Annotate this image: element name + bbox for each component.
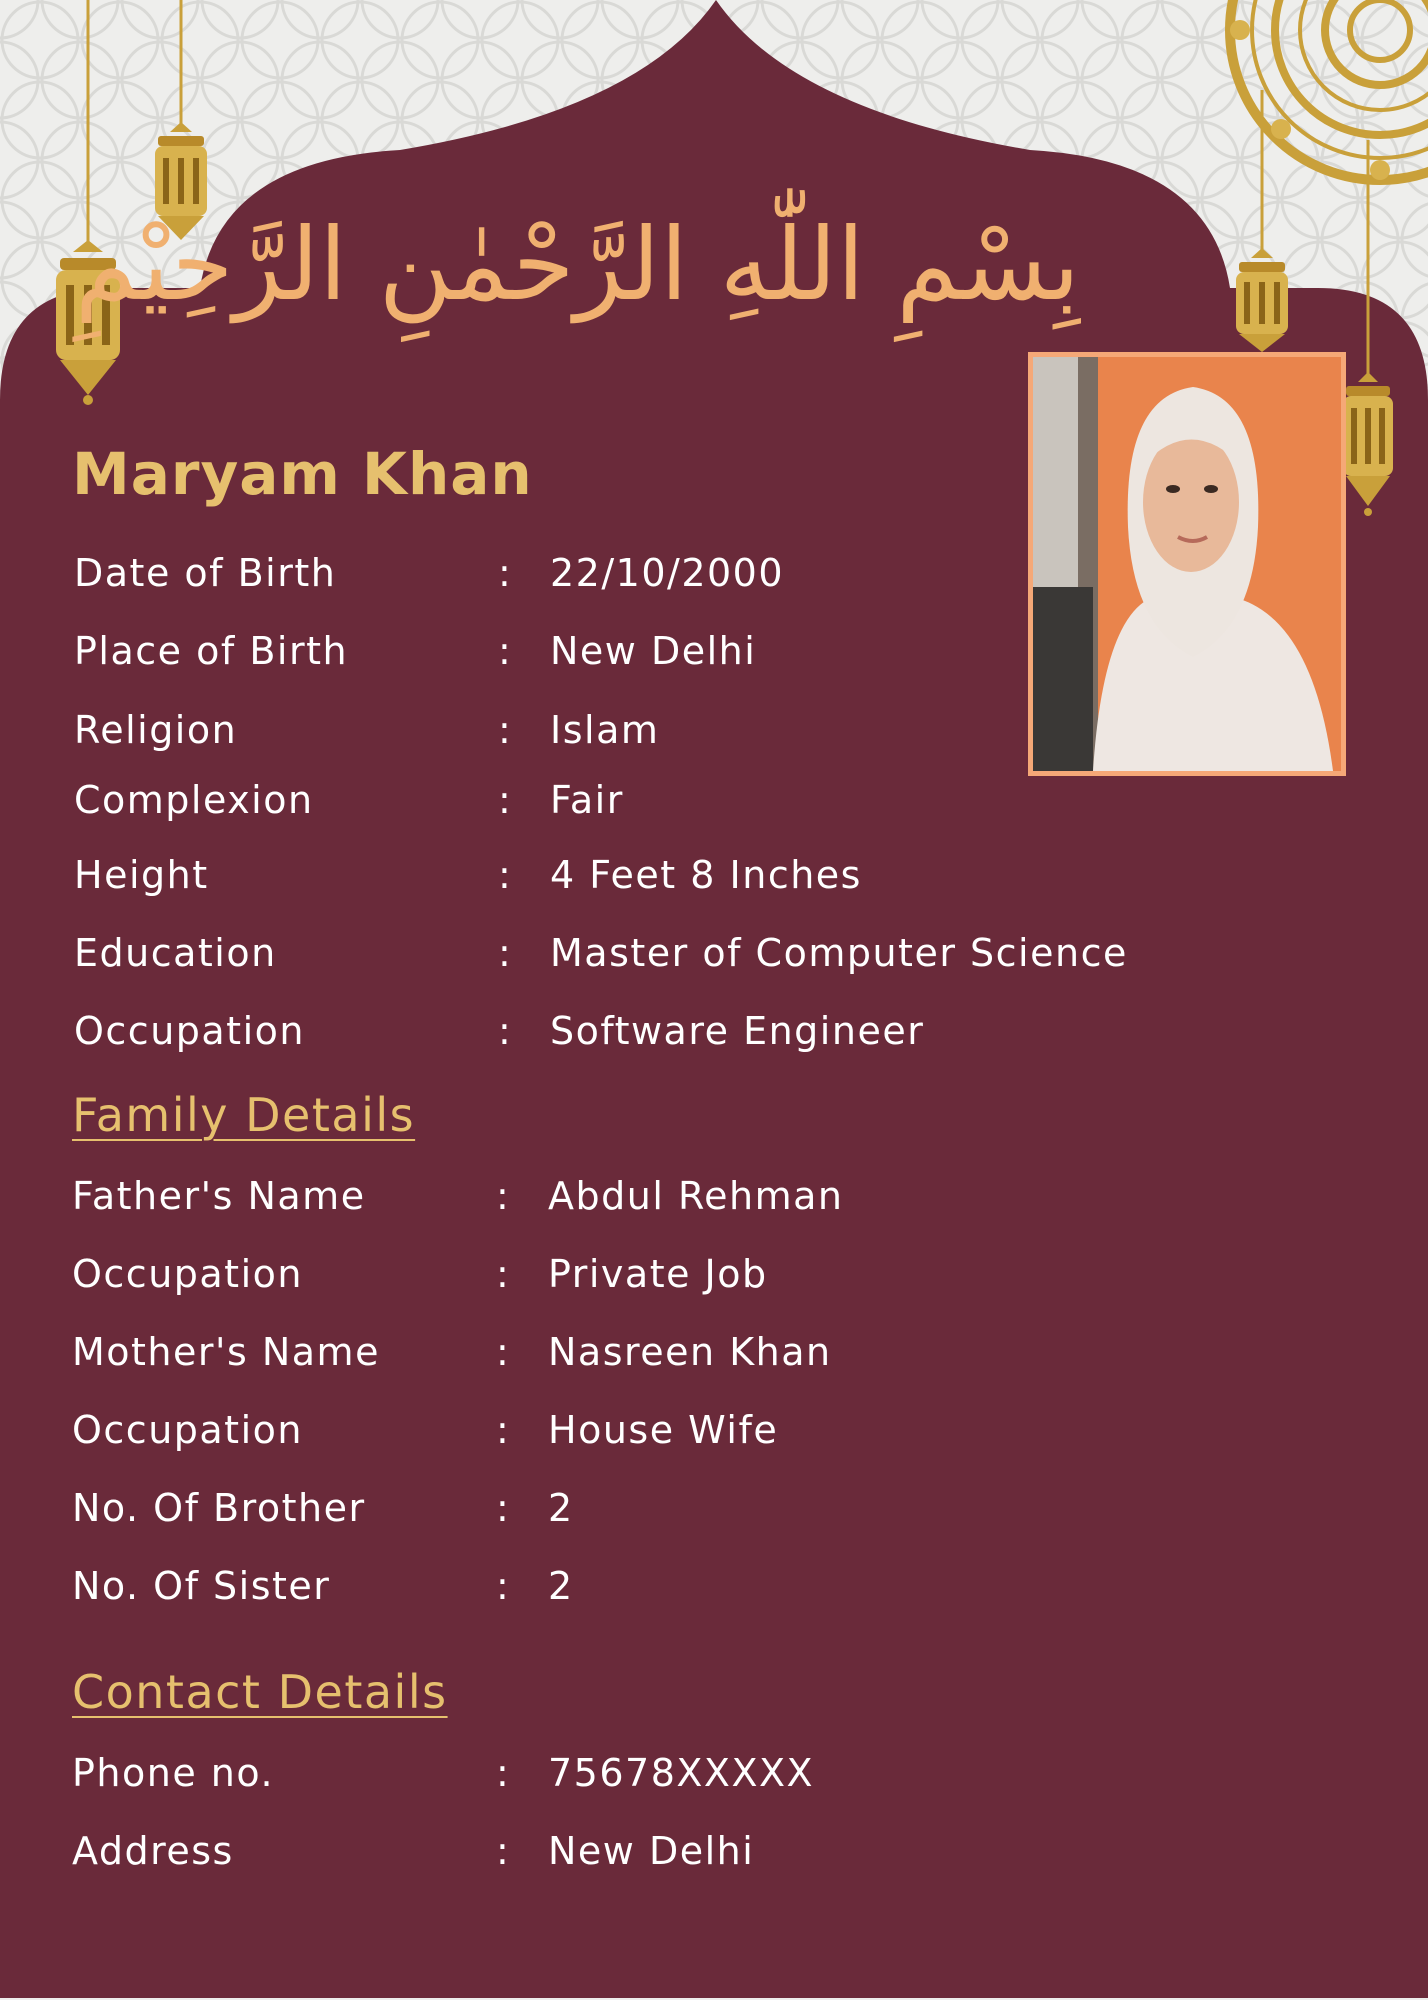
- contact-row-phone: [72, 1748, 1072, 1798]
- family-row-mother-name: [72, 1327, 1072, 1377]
- detail-separator: :: [496, 1751, 511, 1795]
- bismillah-calligraphy: بِسْمِ اللّٰهِ الرَّحْمٰنِ الرَّحِيْمِ: [74, 206, 1080, 323]
- detail-separator: :: [498, 1009, 513, 1053]
- detail-separator: :: [496, 1408, 511, 1452]
- detail-value: Software Engineer: [550, 1009, 925, 1053]
- detail-label: Complexion: [74, 778, 314, 822]
- detail-separator: :: [498, 778, 513, 822]
- detail-label: Education: [74, 931, 277, 975]
- contact-row-address: [72, 1826, 1072, 1876]
- detail-row-dob: [74, 548, 1074, 598]
- detail-separator: :: [496, 1330, 511, 1374]
- detail-separator: :: [496, 1564, 511, 1608]
- detail-label: Phone no.: [72, 1751, 275, 1795]
- detail-value: Private Job: [548, 1252, 768, 1296]
- detail-value: 75678XXXXX: [548, 1751, 815, 1795]
- detail-value: 4 Feet 8 Inches: [550, 853, 862, 897]
- detail-label: Mother's Name: [72, 1330, 380, 1374]
- detail-label: No. Of Sister: [72, 1564, 331, 1608]
- hanging-lantern-icon: [1340, 140, 1396, 530]
- detail-label: Place of Birth: [74, 629, 349, 673]
- detail-label: Religion: [74, 708, 238, 752]
- detail-label: Address: [72, 1829, 234, 1873]
- detail-label: Occupation: [72, 1252, 303, 1296]
- family-row-sisters: [72, 1561, 1072, 1611]
- detail-row-occupation: [74, 1006, 1174, 1056]
- detail-separator: :: [496, 1174, 511, 1218]
- detail-separator: :: [498, 551, 513, 595]
- detail-label: Date of Birth: [74, 551, 337, 595]
- detail-label: Father's Name: [72, 1174, 366, 1218]
- detail-value: Islam: [550, 708, 660, 752]
- portrait-image: [1033, 357, 1341, 771]
- detail-row-place-of-birth: [74, 626, 1074, 676]
- candidate-name: Maryam Khan: [72, 440, 533, 508]
- detail-label: Height: [74, 853, 209, 897]
- family-row-mother-occupation: [72, 1405, 1072, 1455]
- detail-value: Abdul Rehman: [548, 1174, 844, 1218]
- detail-separator: :: [496, 1829, 511, 1873]
- detail-value: House Wife: [548, 1408, 779, 1452]
- detail-value: 22/10/2000: [550, 551, 785, 595]
- detail-separator: :: [498, 708, 513, 752]
- detail-value: Fair: [550, 778, 624, 822]
- family-row-father-name: [72, 1171, 1072, 1221]
- profile-photo: [1028, 352, 1346, 776]
- detail-value: 2: [548, 1486, 574, 1530]
- detail-value: Master of Computer Science: [550, 931, 1128, 975]
- family-details-heading: Family Details: [72, 1088, 416, 1142]
- detail-value: Nasreen Khan: [548, 1330, 832, 1374]
- detail-label: Occupation: [74, 1009, 305, 1053]
- contact-details-heading: Contact Details: [72, 1665, 448, 1719]
- family-row-brothers: [72, 1483, 1072, 1533]
- detail-value: 2: [548, 1564, 574, 1608]
- detail-row-education: [74, 928, 1274, 978]
- detail-separator: :: [496, 1252, 511, 1296]
- detail-separator: :: [498, 629, 513, 673]
- detail-row-religion: [74, 705, 1074, 755]
- hanging-lantern-icon: [1232, 90, 1292, 360]
- detail-label: No. Of Brother: [72, 1486, 366, 1530]
- detail-row-height: [74, 850, 1174, 900]
- family-row-father-occupation: [72, 1249, 1072, 1299]
- detail-separator: :: [498, 853, 513, 897]
- detail-separator: :: [498, 931, 513, 975]
- detail-value: New Delhi: [548, 1829, 755, 1873]
- detail-row-complexion: [74, 775, 1074, 825]
- detail-label: Occupation: [72, 1408, 303, 1452]
- detail-value: New Delhi: [550, 629, 757, 673]
- detail-separator: :: [496, 1486, 511, 1530]
